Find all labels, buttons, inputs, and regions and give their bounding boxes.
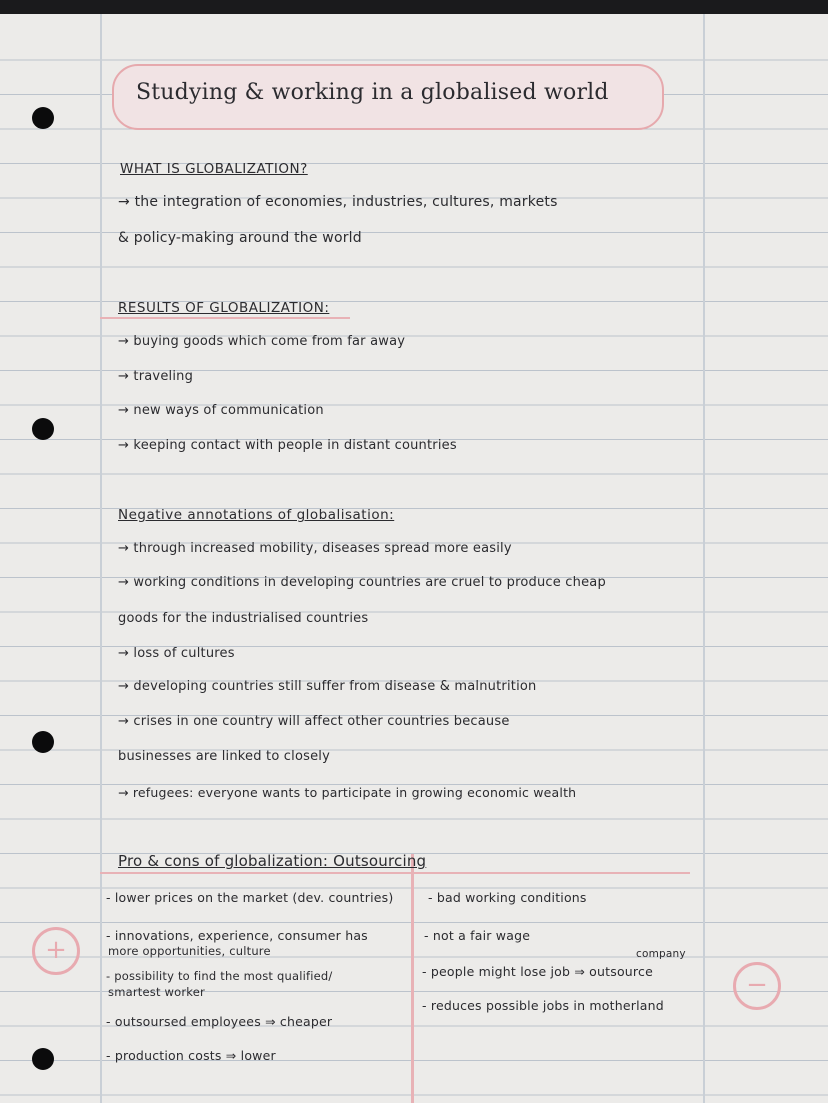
con-item: - people might lose job ⇒ outsource — [422, 964, 653, 979]
binder-hole — [32, 731, 54, 753]
list-item: → new ways of communication — [118, 403, 324, 418]
text-line: → crises in one country will affect other countries because — [118, 714, 510, 729]
con-item: - bad working conditions — [428, 890, 587, 905]
binder-hole — [32, 107, 54, 129]
text-line: → developing countries still suffer from disease & malnutrition — [118, 679, 537, 694]
pro-item: - outsoursed employees ⇒ cheaper — [106, 1014, 333, 1029]
pink-underline — [100, 317, 350, 319]
section-heading-what-is: WHAT IS GLOBALIZATION? — [120, 161, 308, 177]
text-line: → loss of cultures — [118, 646, 235, 661]
text-line: → working conditions in developing countries are cruel to produce cheap — [118, 575, 606, 590]
minus-circle-icon: − — [733, 962, 781, 1010]
notebook-page — [0, 14, 828, 1103]
text-line: → refugees: everyone wants to participate in growing economic wealth — [118, 785, 577, 800]
con-item-note: company — [636, 948, 686, 960]
text-line: → through increased mobility, diseases spread more easily — [118, 541, 512, 556]
list-item: → buying goods which come from far away — [118, 334, 406, 349]
pro-item-continued: more opportunities, culture — [108, 944, 271, 958]
text-line: businesses are linked to closely — [118, 749, 331, 764]
binder-hole — [32, 1048, 54, 1070]
plus-circle-icon: + — [32, 927, 80, 975]
margin-line — [100, 14, 102, 1103]
text-line: goods for the industrialised countries — [118, 611, 369, 626]
con-item: - reduces possible jobs in motherland — [422, 998, 664, 1013]
section-heading-negative: Negative annotations of globalisation: — [118, 507, 395, 523]
pro-item: - possibility to find the most qualified/ — [106, 969, 333, 983]
pro-item: - lower prices on the market (dev. countries) — [106, 890, 394, 905]
text-line: & policy-making around the world — [118, 230, 362, 246]
pro-item-continued: smartest worker — [108, 985, 205, 999]
pro-item: - innovations, experience, consumer has — [106, 928, 368, 943]
con-item: - not a fair wage — [424, 928, 531, 943]
text-line: → the integration of economies, industries, cultures, markets — [118, 194, 558, 210]
section-heading-results: RESULTS OF GLOBALIZATION: — [118, 300, 330, 316]
pro-item: - production costs ⇒ lower — [106, 1048, 276, 1063]
section-heading-pros-cons: Pro & cons of globalization: Outsourcing — [118, 852, 427, 870]
pink-column-divider — [411, 854, 414, 1103]
binder-hole — [32, 418, 54, 440]
page-title: Studying & working in a globalised world — [136, 80, 609, 105]
right-margin-line — [703, 14, 705, 1103]
list-item: → traveling — [118, 369, 194, 384]
pink-underline — [100, 872, 690, 874]
list-item: → keeping contact with people in distant countries — [118, 438, 457, 453]
